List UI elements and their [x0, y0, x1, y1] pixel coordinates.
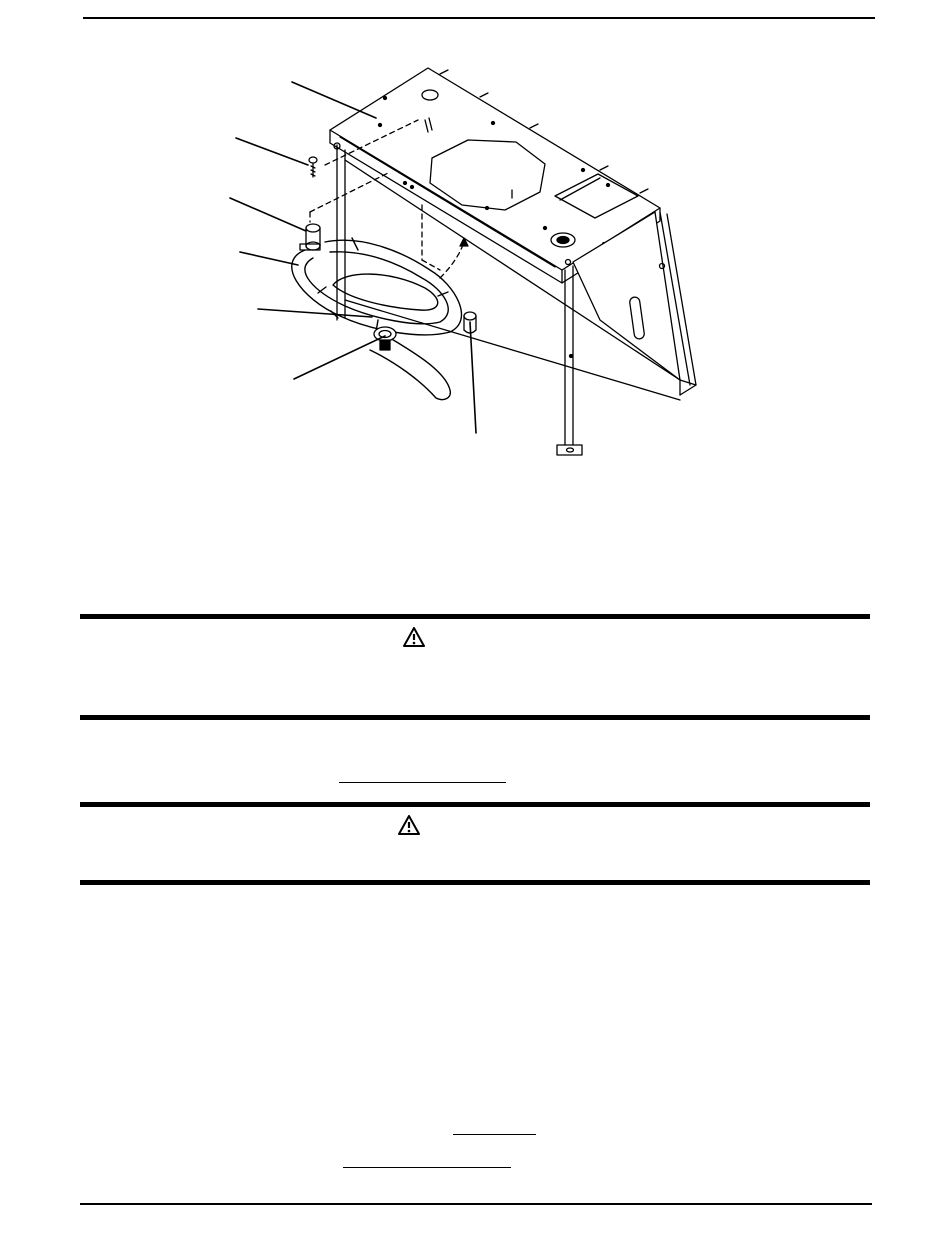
fill-in-blank-2 [453, 1134, 536, 1135]
fill-in-blank-3 [343, 1167, 511, 1168]
rotation-arrowhead [460, 238, 468, 246]
warning-box-2-bottom-rule [80, 880, 870, 885]
warning-triangle-icon [403, 627, 425, 647]
hose [292, 238, 462, 400]
assembly-illustration [0, 0, 950, 600]
warning-box-1-top-rule [80, 614, 870, 619]
fitting [300, 224, 320, 250]
warning-box-2-top-rule [80, 802, 870, 807]
footer-rule [80, 1203, 872, 1205]
warning-box-1-bottom-rule [80, 715, 870, 720]
fill-in-blank-1 [339, 782, 506, 783]
screw [309, 157, 317, 177]
warning-triangle-icon [398, 815, 420, 835]
